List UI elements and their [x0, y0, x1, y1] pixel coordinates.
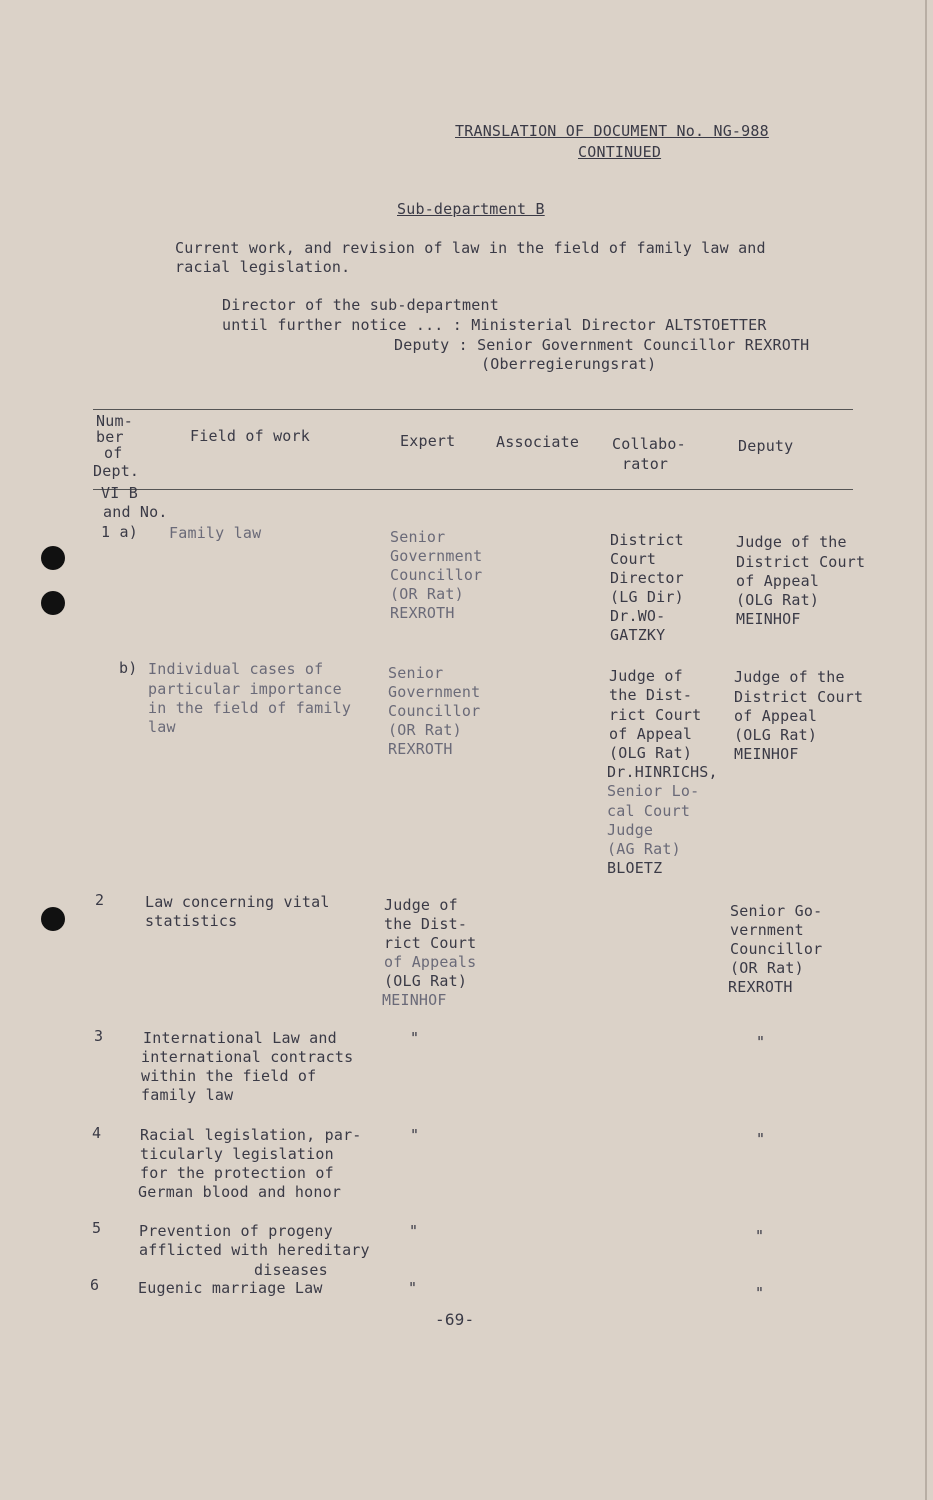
row-expert: Government [388, 683, 481, 701]
col-header-number: Num- [96, 412, 133, 430]
col-header-associate: Associate [496, 433, 580, 451]
row-field: Prevention of progeny [139, 1222, 333, 1240]
dept-label: and No. [103, 503, 168, 521]
row-number: 5 [92, 1219, 102, 1237]
row-collaborator: (LG Dir) [610, 588, 684, 606]
row-expert: (OR Rat) [390, 585, 464, 603]
row-field: afflicted with hereditary [139, 1241, 370, 1259]
row-deputy: MEINHOF [736, 610, 801, 628]
row-expert: MEINHOF [382, 991, 447, 1009]
col-header-expert: Expert [400, 432, 456, 450]
row-deputy: (OLG Rat) [734, 726, 818, 744]
row-expert: REXROTH [390, 604, 455, 622]
row-expert: Senior [388, 664, 444, 682]
subdepartment-heading: Sub-department B [397, 200, 545, 218]
row-deputy: Senior Go- [730, 902, 823, 920]
punch-hole [41, 546, 65, 570]
row-deputy: vernment [730, 921, 804, 939]
row-deputy: (OR Rat) [730, 959, 804, 977]
deputy-line: Deputy : Senior Government Councillor REXROTH [394, 336, 810, 354]
table-top-rule [93, 409, 853, 410]
row-expert: rict Court [384, 934, 477, 952]
row-collaborator: Director [610, 569, 684, 587]
row-field: Individual cases of [148, 660, 324, 678]
row-field: statistics [145, 912, 238, 930]
row-collaborator: Senior Lo- [607, 782, 700, 800]
table-header-rule [93, 489, 853, 490]
director-line: until further notice ... : Ministerial Director ALTSTOETTER [222, 316, 767, 334]
row-field: German blood and honor [138, 1183, 342, 1201]
row-deputy: (OLG Rat) [736, 591, 820, 609]
row-deputy: REXROTH [728, 978, 793, 996]
col-header-collaborator: rator [622, 455, 669, 473]
row-deputy: MEINHOF [734, 745, 799, 763]
col-header-number: Dept. [93, 462, 140, 480]
row-deputy: District Court [736, 553, 866, 571]
row-field: international contracts [141, 1048, 354, 1066]
row-collaborator: cal Court [607, 802, 691, 820]
document-continued: CONTINUED [578, 143, 662, 161]
row-collaborator: District [610, 531, 684, 549]
row-field: Eugenic marriage Law [138, 1279, 323, 1297]
row-deputy: " [755, 1284, 765, 1302]
row-deputy: Councillor [730, 940, 823, 958]
row-field: within the field of [141, 1067, 317, 1085]
row-field: law [148, 718, 176, 736]
row-deputy: of Appeal [734, 707, 818, 725]
row-deputy: " [755, 1227, 765, 1245]
row-field: diseases [254, 1261, 328, 1279]
row-number: 3 [94, 1027, 104, 1045]
intro-line: racial legislation. [175, 258, 351, 276]
row-expert: Judge of [384, 896, 458, 914]
punch-hole [41, 907, 65, 931]
row-expert: Government [390, 547, 483, 565]
row-deputy: " [756, 1033, 766, 1051]
punch-hole [41, 591, 65, 615]
row-expert: " [410, 1126, 420, 1144]
row-collaborator: (AG Rat) [607, 840, 681, 858]
col-header-number: ber [96, 428, 124, 446]
col-header-number: of [104, 444, 123, 462]
col-header-collaborator: Collabo- [612, 435, 686, 453]
row-field: family law [141, 1086, 234, 1104]
row-expert: Councillor [390, 566, 483, 584]
row-field: Law concerning vital [145, 893, 330, 911]
dept-label: VI B [101, 484, 138, 502]
row-expert: (OLG Rat) [384, 972, 468, 990]
row-collaborator: rict Court [609, 706, 702, 724]
row-field: particular importance [148, 680, 342, 698]
row-expert: " [408, 1279, 418, 1297]
row-collaborator: (OLG Rat) [609, 744, 693, 762]
row-collaborator: Judge of [609, 667, 683, 685]
intro-line: Current work, and revision of law in the field of family law and [175, 239, 766, 257]
row-expert: REXROTH [388, 740, 453, 758]
row-number: b) [119, 659, 138, 677]
document-title: TRANSLATION OF DOCUMENT No. NG-988 [455, 122, 769, 140]
row-field: International Law and [143, 1029, 337, 1047]
row-expert: Councillor [388, 702, 481, 720]
row-collaborator: Dr.WO- [610, 607, 666, 625]
row-deputy: " [756, 1130, 766, 1148]
scan-edge-mark [925, 0, 927, 1500]
row-expert: " [409, 1222, 419, 1240]
row-collaborator: Court [610, 550, 657, 568]
col-header-deputy: Deputy [738, 437, 794, 455]
deputy-title-line: (Oberregierungsrat) [481, 355, 657, 373]
row-expert: Senior [390, 528, 446, 546]
row-field: for the protection of [140, 1164, 334, 1182]
row-collaborator: GATZKY [610, 626, 666, 644]
row-field: ticularly legislation [140, 1145, 334, 1163]
row-number: 6 [90, 1276, 100, 1294]
row-expert: (OR Rat) [388, 721, 462, 739]
row-field: Family law [169, 524, 262, 542]
row-collaborator: Dr.HINRICHS, [607, 763, 718, 781]
row-expert: " [410, 1029, 420, 1047]
row-collaborator: of Appeal [609, 725, 693, 743]
row-deputy: of Appeal [736, 572, 820, 590]
row-number: 1 a) [101, 523, 138, 541]
row-deputy: District Court [734, 688, 864, 706]
row-collaborator: BLOETZ [607, 859, 663, 877]
row-deputy: Judge of the [734, 668, 845, 686]
row-collaborator: the Dist- [609, 686, 693, 704]
row-collaborator: Judge [607, 821, 654, 839]
row-field: in the field of family [148, 699, 352, 717]
row-expert: of Appeals [384, 953, 477, 971]
page-number: -69- [435, 1310, 475, 1329]
row-deputy: Judge of the [736, 533, 847, 551]
row-field: Racial legislation, par- [140, 1126, 362, 1144]
row-number: 4 [92, 1124, 102, 1142]
row-number: 2 [95, 891, 105, 909]
director-line: Director of the sub-department [222, 296, 499, 314]
col-header-field: Field of work [190, 427, 310, 445]
row-expert: the Dist- [384, 915, 468, 933]
